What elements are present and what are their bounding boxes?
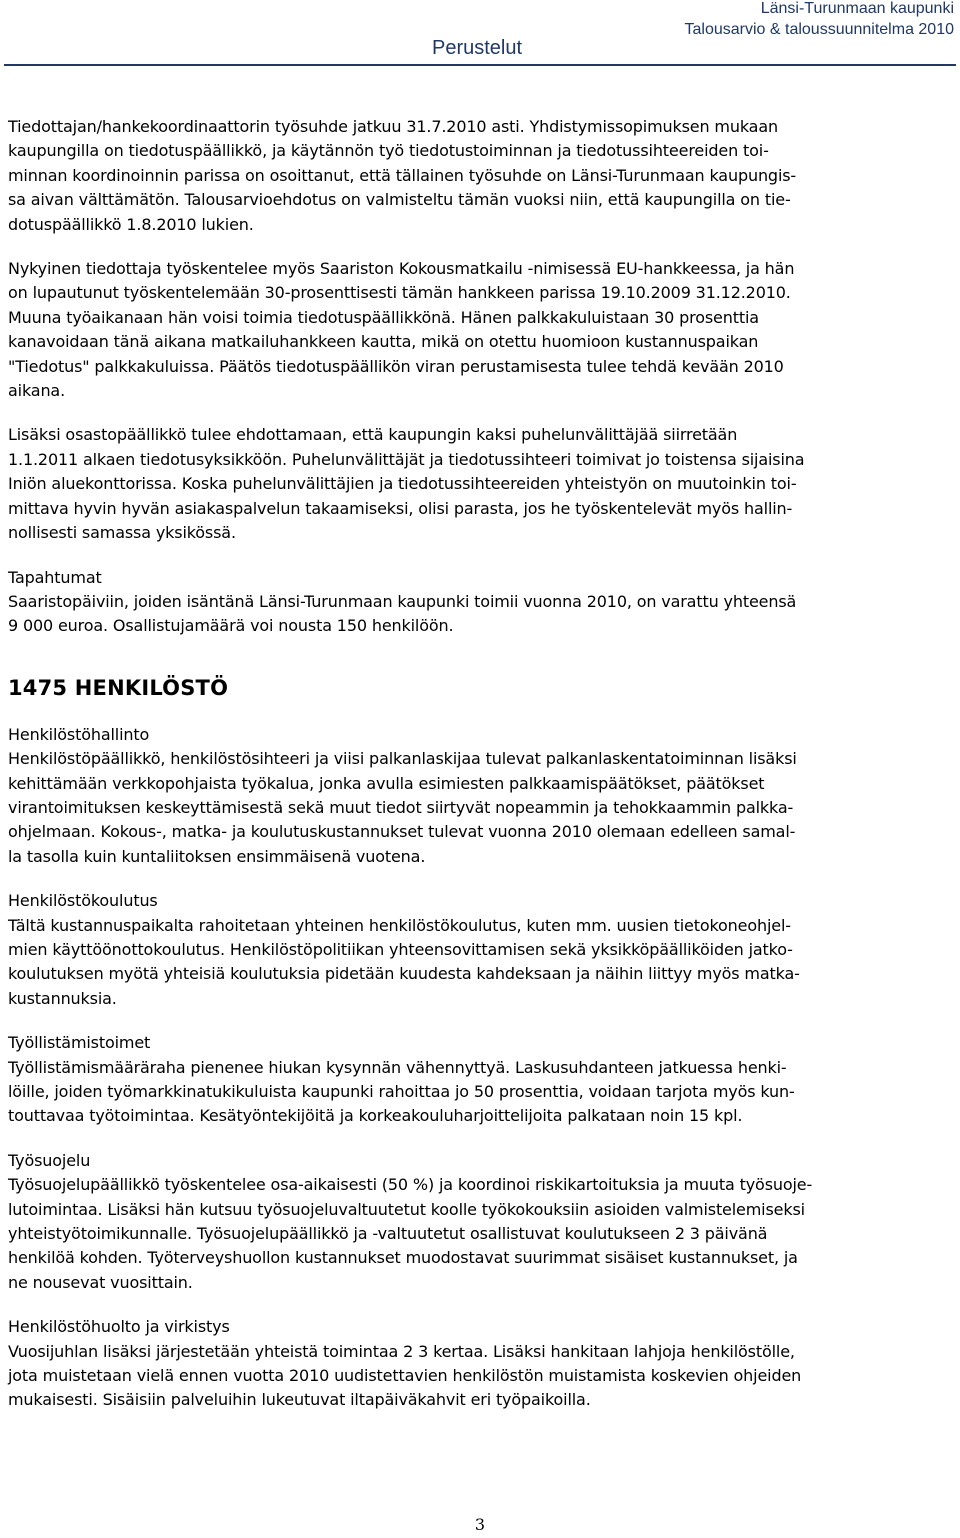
header-divider xyxy=(4,64,956,66)
paragraph-henkilostohuolto: Vuosijuhlan lisäksi järjestetään yhteistä toimintaa 2 3 kertaa. Lisäksi hankitaan lahjoja henkilöstölle, jota muistetaan vielä ennen vuotta 2010 uudistettavien henkilöstön muistamista koskevien ohjeiden mukaisesti. Sisäisiin palveluihin lukeutuvat iltapäiväkahvit eri työpaikoilla. xyxy=(8,1341,802,1410)
paragraph-nykyinen-tiedottaja: Nykyinen tiedottaja työskentelee myös Saariston Kokousmatkailu -nimisessä EU-hankkeessa, ja hän on lupautunut työskentelemään 30-prosenttisesti tämän hankkeen parissa 19.10.2009 31.12.2010. Muuna työaikanaan hän voisi toimia tiedotuspäällikkönä. Hänen palkkakuluistaan 30 prosenttia kanavoidaan tänä aikana matkailuhankkeen kautta, mikä on otettu huomioon kustannuspaikan "Tiedotus" palkkakuluissa. Päätös tiedotuspäällikön viran perustamisesta tulee tehdä kevään 2010 aikana. xyxy=(8,259,795,401)
document-info xyxy=(685,0,955,40)
subheading-henkilostohuolto: Henkilöstöhuolto ja virkistys xyxy=(8,1317,230,1337)
paragraph-tiedottaja: Tiedottajan/hankekoordinaattorin työsuhde jatkuu 31.7.2010 asti. Yhdistymissopimuksen mukaan kaupungilla on tiedotuspäällikkö, ja käytännön työ tiedotustoiminnan ja tiedotussihteereiden toi- minnan koordinoinnin parissa on osoittanut, että tällainen työsuhde on Länsi-Turunmaan kaupungis- sa aivan välttämätön. Talousarvioehdotus on valmisteltu tämän vuoksi niin, että kaupungilla on tie- dotuspäällikkö 1.8.2010 lukien. xyxy=(8,117,797,234)
section-title: Perustelut xyxy=(432,37,523,59)
page-number: 3 xyxy=(474,1515,486,1534)
organization-name: Länsi-Turunmaan kaupunki xyxy=(760,0,954,17)
paragraph-tyosuojelu: Työsuojelupäällikkö työskentelee osa-aikaisesti (50 %) ja koordinoi riskikartoituksia ja muuta työsuoje- lutoimintaa. Lisäksi hän kutsuu työsuojeluvaltuutetut koolle työkokouksiin asioiden valmistelemiseksi yhteistyötoimikunnalle. Työsuojelupäällikkö ja -valtuutetut osallistuvat koulutukseen 2 3 päivänä henkilöä kohden. Työterveyshuollon kustannukset muodostavat suurimmat sisäiset kustannukset, ja ne nousevat vuosittain. xyxy=(8,1175,813,1292)
paragraph-henkilostokoulutus: Tältä kustannuspaikalta rahoitetaan yhteinen henkilöstökoulutus, kuten mm. uusien tietokoneohjel- mien käyttöönottokoulutus. Henkilöstöpolitiikan yhteensovittamisen sekä yksikköpäälliköiden jatko- koulutuksen myötä yhteisiä koulutuksia pidetään kuudesta kahdeksaan ja näihin liittyy myös matka- kustannuksia. xyxy=(8,915,800,1008)
subheading-tyollistamistoimet: Työllistämistoimet xyxy=(8,1033,151,1053)
page-header xyxy=(0,0,960,66)
subheading-tapahtumat: Tapahtumat xyxy=(8,567,102,587)
paragraph-tyollistamistoimet: Työllistämismääräraha pienenee hiukan kysynnän vähennyttyä. Laskusuhdanteen jatkuessa henki- löille, joiden työmarkkinatukikuluista kaupunki rahoittaa jo 50 prosenttia, voidaan tarjota myös kun- touttavaa työtoimintaa. Kesätyöntekijöitä ja korkeakouluharjoittelijoita palkataan noin 15 kpl. xyxy=(8,1057,795,1126)
subheading-henkilostohallinto: Henkilöstöhallinto xyxy=(8,724,150,744)
document-body xyxy=(8,115,948,1413)
subheading-henkilostokoulutus: Henkilöstökoulutus xyxy=(8,891,158,911)
section-heading-henkilosto: 1475 HENKILÖSTÖ xyxy=(8,675,229,700)
paragraph-henkilostohallinto: Henkilöstöpäällikkö, henkilöstösihteeri ja viisi palkanlaskijaa tulevat palkanlaskentatoiminnan lisäksi kehittämään verkkopohjaista työkalua, jonka avulla esimiesten palkkaamispäätökset, päätökset virantoimituksen keskeyttämisestä sekä muut tiedot siirtyvät nopeammin ja tehokkaammin palkka- ohjelmaan. Kokous-, matka- ja koulutuskustannukset tulevat vuonna 2010 olemaan edelleen samal- la tasolla kuin kuntaliitoksen ensimmäisenä vuotena. xyxy=(8,749,797,866)
subheading-tyosuojelu: Työsuojelu xyxy=(8,1150,91,1170)
paragraph-tapahtumat: Saaristopäiviin, joiden isäntänä Länsi-Turunmaan kaupunki toimii vuonna 2010, on varattu yhteensä 9 000 euroa. Osallistujamäärä voi nousta 150 henkilöön. xyxy=(8,591,797,636)
document-title: Talousarvio & taloussuunnitelma 2010 xyxy=(684,21,954,38)
paragraph-puhelunvalittajat: Lisäksi osastopäällikkö tulee ehdottamaan, että kaupungin kaksi puhelunvälittäjää siirretään 1.1.2011 alkaen tiedotusyksikköön. Puhelunvälittäjät ja tiedotussihteeri toimivat jo toistensa sijaisina Iniön aluekonttorissa. Koska puhelunvälittäjien ja tiedotussihteereiden yhteistyön on muutoinkin toi- mittava hyvin hyvän asiakaspalvelun takaamiseksi, olisi parasta, jos he työskentelevät myös hallin- nollisesti samassa yksikössä. xyxy=(8,425,805,543)
